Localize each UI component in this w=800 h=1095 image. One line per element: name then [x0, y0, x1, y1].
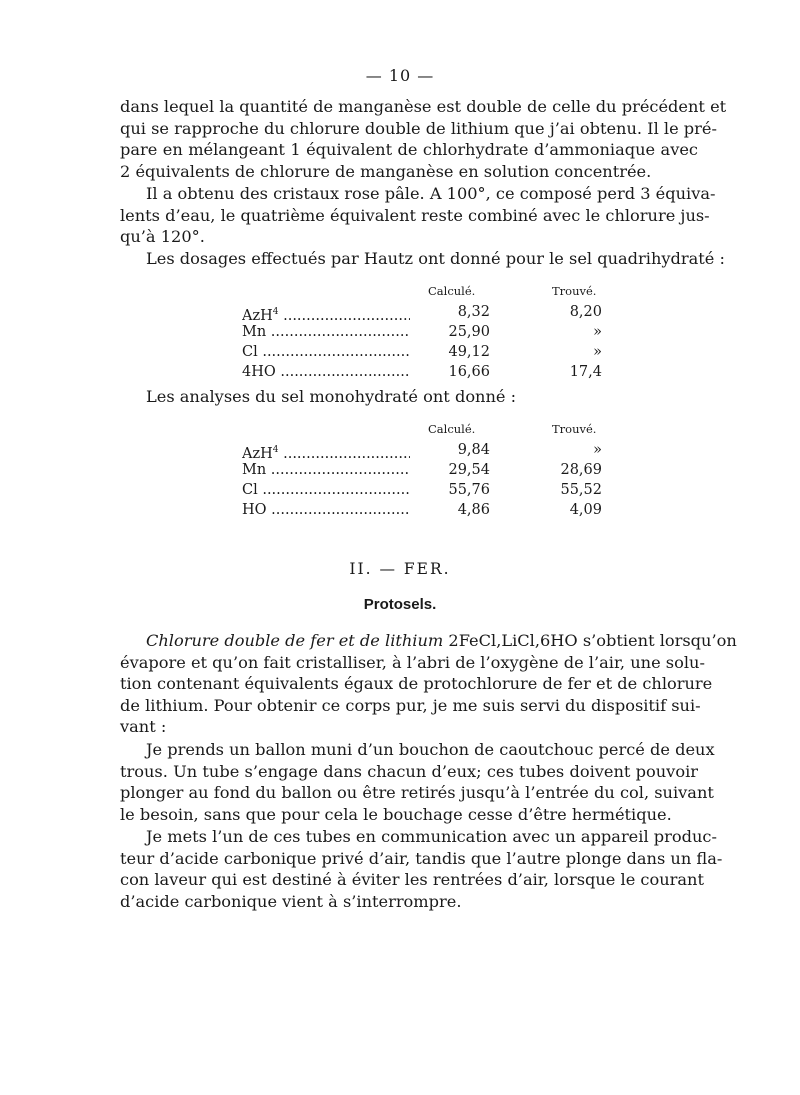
found-value: 28,69 [560, 462, 602, 478]
row-label: 4HO ..... [242, 362, 410, 382]
table-row [242, 460, 622, 480]
calc-value: 8,32 [457, 304, 490, 320]
table-monohydrate [242, 422, 622, 520]
table-row [242, 480, 622, 500]
found-value: 8,20 [569, 304, 602, 320]
found-value: 55,52 [560, 482, 602, 498]
paragraph-7 [120, 826, 723, 912]
text-line: Chlorure double de fer et de lithium 2FeCl,LiCl,6HO s’obtient lorsqu’on [146, 631, 737, 650]
paragraph-4 [120, 386, 698, 408]
table-row [242, 322, 622, 342]
row-label: Cl ..... [242, 480, 410, 500]
row-label: Mn ..... [242, 322, 410, 342]
paragraph-2 [120, 183, 716, 248]
compound-name: Chlorure double de fer et de lithium [146, 631, 444, 650]
table-row [242, 342, 622, 362]
section-title: II. — FER. [349, 560, 451, 578]
text-line: le besoin, sans que pour cela le bouchage cesse d’être hermétique. [120, 804, 672, 824]
table-row [242, 500, 622, 520]
text-line: évapore et qu’on fait cristalliser, à l’abri de l’oxygène de l’air, une solu- [120, 652, 705, 672]
row-label: AzH$^4$ ..... [242, 302, 410, 326]
calc-value: 55,76 [448, 482, 490, 498]
calc-value: 16,66 [448, 364, 490, 380]
text-line: dans lequel la quantité de manganèse est double de celle du précédent et [120, 97, 727, 116]
table-row [242, 362, 622, 382]
row-label: AzH$^4$ ..... [242, 440, 410, 464]
found-value: » [593, 442, 602, 458]
table-header [242, 284, 622, 302]
text-line: qu’à 120°. [120, 227, 205, 247]
calc-value: 29,54 [448, 462, 490, 478]
text-line: con laveur qui est destiné à éviter les rentrées d’air, lorsque le courant [120, 870, 704, 890]
found-value: 4,09 [569, 502, 602, 518]
table-header [242, 422, 622, 440]
found-value: » [593, 324, 602, 340]
text-line: lents d’eau, le quatrième équivalent reste combiné avec le chlorure jus- [120, 205, 710, 225]
row-label: HO ..... [242, 500, 410, 520]
text-line: teur d’acide carbonique privé d’air, tandis que l’autre plonge dans un fla- [120, 848, 723, 868]
formula: 2FeCl,LiCl,6HO [443, 631, 578, 650]
text-line: tion contenant équivalents égaux de protochlorure de fer et de chlorure [120, 674, 713, 694]
table-row [242, 302, 622, 322]
text-line: Il a obtenu des cristaux rose pâle. A 100°, ce composé perd 3 équiva- [146, 184, 716, 203]
paragraph-1 [120, 96, 727, 182]
calc-value: 4,86 [457, 502, 490, 518]
text-line: Je mets l’un de ces tubes en communication avec un appareil produc- [146, 827, 717, 846]
found-value: » [593, 344, 602, 360]
header-trouve: Trouvé. [552, 284, 597, 298]
text-line: Je prends un ballon muni d’un bouchon de caoutchouc percé de deux [146, 740, 715, 759]
text-line: pare en mélangeant 1 équivalent de chlorhydrate d’ammoniaque avec [120, 140, 698, 160]
table-row [242, 440, 622, 460]
text-line: de lithium. Pour obtenir ce corps pur, je me suis servi du dispositif sui- [120, 695, 701, 715]
table-quadrihydrate [242, 284, 622, 382]
paragraph-6 [120, 739, 715, 825]
subsection-title: Protosels. [363, 596, 437, 613]
row-label: Mn ..... [242, 460, 410, 480]
calc-value: 25,90 [448, 324, 490, 340]
text-line: 2 équivalents de chlorure de manganèse en solution concentrée. [120, 161, 652, 181]
header-calcule: Calculé. [428, 284, 476, 298]
calc-value: 9,84 [457, 442, 490, 458]
found-value: 17,4 [569, 364, 602, 380]
text-line: plonger au fond du ballon ou être retirés jusqu’à l’entrée du col, suivant [120, 783, 714, 803]
text-line: Les analyses du sel monohydraté ont donné : [146, 387, 517, 406]
header-trouve: Trouvé. [552, 422, 597, 436]
paragraph-5 [120, 630, 737, 738]
header-calcule: Calculé. [428, 422, 476, 436]
text-line: Les dosages effectués par Hautz ont donné pour le sel quadrihydraté : [146, 249, 725, 268]
text-line: trous. Un tube s’engage dans chacun d’eux; ces tubes doivent pouvoir [120, 761, 698, 781]
calc-value: 49,12 [448, 344, 490, 360]
page-number: — 10 — [365, 66, 435, 85]
text-line: vant : [120, 717, 167, 737]
text-line: qui se rapproche du chlorure double de lithium que j’ai obtenu. Il le pré- [120, 118, 717, 138]
row-label: Cl ..... [242, 342, 410, 362]
paragraph-3 [120, 248, 725, 270]
text-line: d’acide carbonique vient à s’interrompre. [120, 891, 462, 911]
